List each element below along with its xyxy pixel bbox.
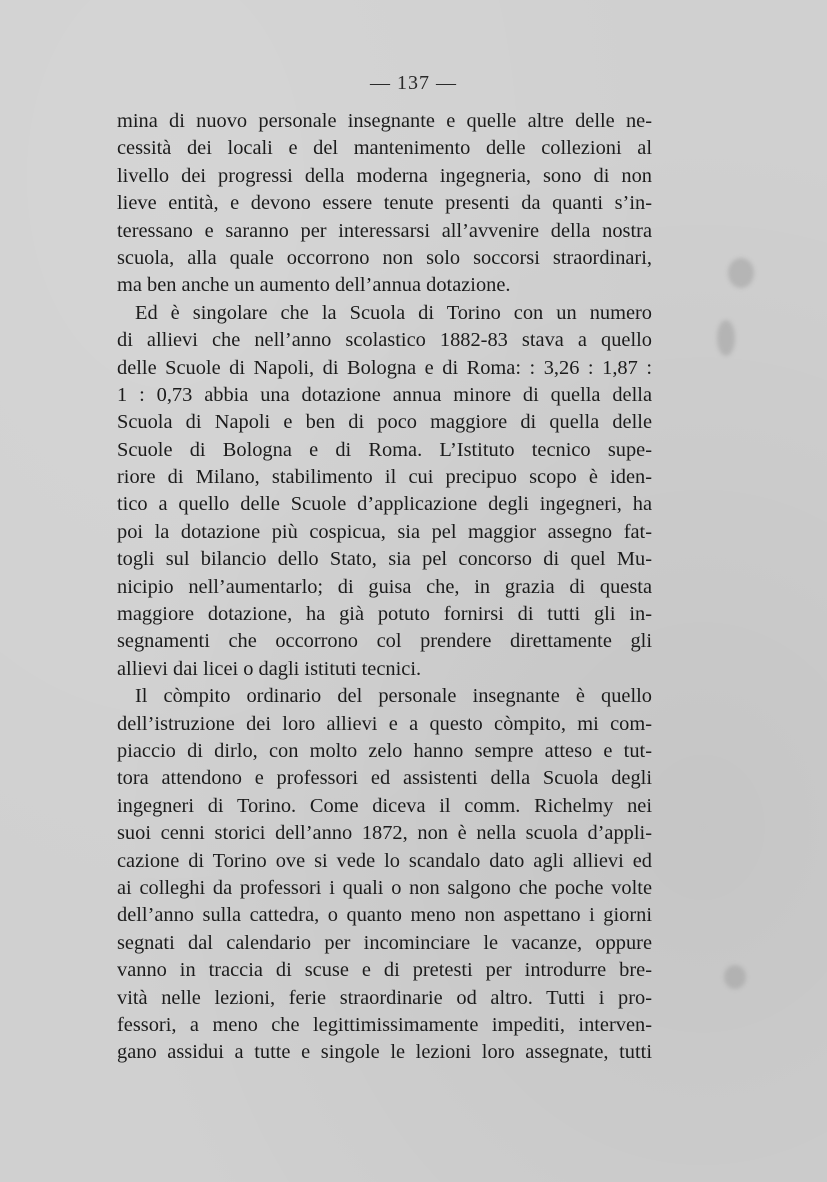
text-line: Il còmpito ordinario del personale insegnante è quello — [135, 685, 652, 708]
text-line: vità nelle lezioni, ferie straordinarie od altro. Tutti i pro- — [117, 986, 652, 1009]
text-line: livello dei progressi della moderna ingegneria, sono di non — [117, 164, 652, 187]
text-line: togli sul bilancio dello Stato, sia pel concorso di quel Mu- — [117, 548, 652, 571]
text-line: di allievi che nell’anno scolastico 1882-83 stava a quello — [117, 329, 652, 352]
text-line: cessità dei locali e del mantenimento delle collezioni al — [117, 137, 652, 160]
text-line: delle Scuole di Napoli, di Bologna e di Roma: : 3,26 : 1,87 : — [117, 356, 652, 379]
text-line: segnati dal calendario per incominciare le vacanze, oppure — [117, 931, 652, 954]
text-line: segnamenti che occorrono col prendere direttamente gli — [117, 630, 652, 653]
text-line: 1 : 0,73 abbia una dotazione annua minore di quella della — [117, 383, 652, 406]
text-line: teressano e saranno per interessarsi all’avvenire della nostra — [117, 219, 652, 242]
page-number: — 137 — — [370, 72, 457, 94]
text-line: cazione di Torino ove si vede lo scandalo dato agli allievi ed — [117, 849, 652, 872]
text-line: ingegneri di Torino. Come diceva il comm. Richelmy nei — [117, 794, 652, 817]
text-line: poi la dotazione più cospicua, sia pel maggior assegno fat- — [117, 520, 652, 543]
text-line: dell’istruzione dei loro allievi e a questo còmpito, mi com- — [117, 712, 652, 735]
text-line: Ed è singolare che la Scuola di Torino con un numero — [135, 301, 652, 324]
text-line: maggiore dotazione, ha già potuto fornirsi di tutti gli in- — [117, 603, 652, 626]
text-line: dell’anno sulla cattedra, o quanto meno non aspettano i giorni — [117, 904, 652, 927]
text-line: scuola, alla quale occorrono non solo soccorsi straordinari, — [117, 246, 652, 269]
text-line: mina di nuovo personale insegnante e quelle altre delle ne- — [117, 110, 652, 132]
text-line: lieve entità, e devono essere tenute presenti da quanti s’in- — [117, 192, 652, 215]
text-line: suoi cenni storici dell’anno 1872, non è nella scuola d’appli- — [117, 822, 652, 845]
scan-speck — [728, 258, 754, 288]
text-line: riore di Milano, stabilimento il cui precipuo scopo è iden- — [117, 466, 652, 489]
text-line: vanno in traccia di scuse e di pretesti per introdurre bre- — [117, 959, 652, 982]
text-line: tora attendono e professori ed assistenti della Scuola degli — [117, 767, 652, 790]
text-line: Scuole di Bologna e di Roma. L’Istituto tecnico supe- — [117, 438, 652, 461]
scan-speck — [724, 965, 746, 989]
text-line: ai colleghi da professori i quali o non salgono che poche volte — [117, 876, 652, 899]
text-line: piaccio di dirlo, con molto zelo hanno sempre atteso e tut- — [117, 739, 652, 762]
text-line: tico a quello delle Scuole d’applicazione degli ingegneri, ha — [117, 493, 652, 516]
body-text — [117, 108, 652, 1067]
text-line: gano assidui a tutte e singole le lezioni loro assegnate, tutti — [117, 1041, 652, 1064]
text-line: allievi dai licei o dagli istituti tecnici. — [117, 657, 422, 680]
text-line: nicipio nell’aumentarlo; di guisa che, in grazia di questa — [117, 575, 652, 598]
text-line: ma ben anche un aumento dell’annua dotazione. — [117, 274, 511, 297]
scan-speck — [717, 320, 735, 356]
text-line: Scuola di Napoli e ben di poco maggiore di quella delle — [117, 411, 652, 434]
text-line: fessori, a meno che legittimissimamente impediti, interven- — [117, 1013, 652, 1036]
